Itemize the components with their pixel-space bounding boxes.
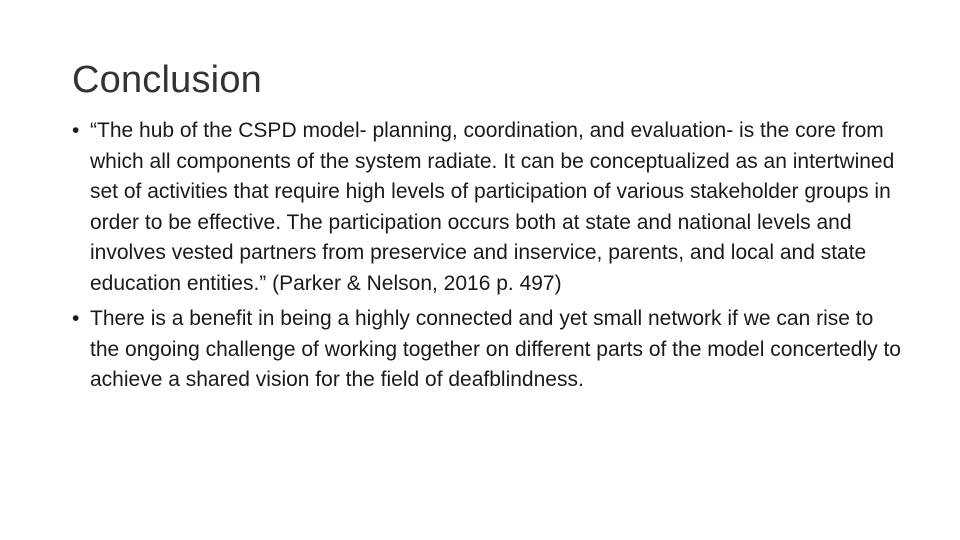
bullet-marker: • [72, 307, 80, 330]
bullet-item-benefit [72, 304, 904, 396]
slide-title: Conclusion [72, 59, 262, 101]
bullet-list [72, 116, 904, 401]
bullet-text-benefit: There is a benefit in being a highly connected and yet small network if we can rise to the ongoing challenge of working together on different parts of the model concertedly to achieve a shared vision for the field of deafblindness. [90, 307, 901, 391]
bullet-item-quote [72, 116, 904, 299]
bullet-marker: • [72, 119, 80, 142]
bullet-text-quote: “The hub of the CSPD model- planning, coordination, and evaluation- is the core from which all components of the system radiate. It can be conceptualized as an intertwined set of activities that require high levels of participation of various stakeholder groups in order to be effective. The participation occurs both at state and national levels and involves vested partners from preservice and inservice, parents, and local and state education entities.” (Parker & Nelson, 2016 p. 497) [90, 119, 895, 295]
